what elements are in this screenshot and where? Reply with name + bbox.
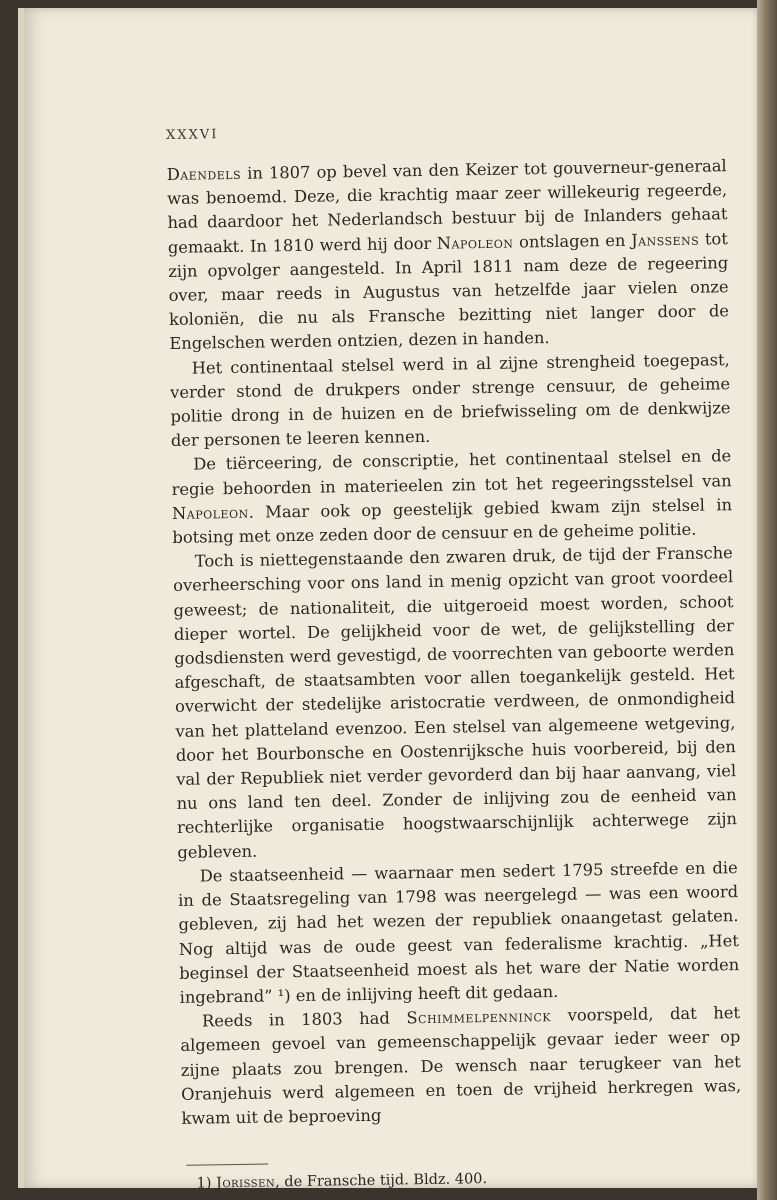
paragraph-2 — [170, 348, 731, 454]
text-run: in 1807 op bevel van den Keizer tot gouverneur-generaal was benoemd. Deze, die krachtig maar zeer willekeurig regeerde, had daardoor het Nederlandsch bestuur bij de Inlanders gehaat gemaakt. In 1810 werd hij door — [166, 156, 728, 257]
page-text — [166, 119, 743, 1194]
text-run: ontslagen en — [513, 230, 632, 252]
body-text — [167, 154, 742, 1131]
text-run: De staatseenheid — waarnaar men sedert 1795 streefde en die in de Staatsregeling van 1798 was neergelegd — was een woord gebleven, zij had het wezen der republiek onaangetast gelaten. Nog altijd was de oude geest van federalisme krachtig. „Het beginsel der Staatseenheid moest als het ware der Natie worden ingebrand” ¹) en de inlijving heeft dit gedaan. — [177, 858, 740, 1007]
paragraph-5 — [178, 856, 740, 1010]
text-run: Reeds in 1803 had — [201, 1008, 407, 1031]
text-run: De tiërceering, de conscriptie, het continentaal stelsel en de regie behoorden in materieelen zin tot het regeeringsstelsel van — [171, 446, 732, 499]
paragraph-6 — [180, 1001, 742, 1131]
book-spine — [757, 0, 777, 1200]
name-small-caps: Daendels — [166, 163, 242, 184]
footnote-author: Jorissen — [215, 1174, 276, 1192]
page-number: XXXVI — [166, 127, 219, 143]
name-small-caps: Schimmelpenninck — [406, 1006, 552, 1028]
paragraph-4 — [173, 541, 738, 864]
name-small-caps: Napoleon — [436, 232, 514, 253]
footnote-rule — [186, 1164, 268, 1166]
name-small-caps: Janssens — [630, 229, 700, 250]
paragraph-1 — [167, 154, 730, 356]
paragraph-3 — [171, 445, 732, 551]
text-run: voorspeld, dat het algemeen gevoel van gemeenschappelijk gevaar ieder weer op zijne plaats zou brengen. De wensch naar terugkeer van het Oranjehuis werd algemeen en toen de vrijheid herkregen was, kwam uit de beproeving — [180, 1003, 742, 1128]
footnote-reference: , de Fransche tijd. Bldz. 400. — [275, 1171, 488, 1191]
text-run: Toch is niettegenstaande den zwaren druk, de tijd der Fransche overheersching voor ons land in menig opzicht van groot voordeel geweest; de nationaliteit, die uitgeroeid moest worden, schoot dieper wortel. De gelijkheid voor de wet, de gelijkstelling der godsdiensten werd gevestigd, de voorrechten van geboorte werden afgeschaft, de staatsambten voor allen toegankelijk gesteld. Het overwicht der stedelijke aristocratie verdween, de onmondigheid van het platteland evenzoo. Een stelsel van algemeene wetgeving, door het Bourbonsche en Oostenrijksche huis voorbereid, bij den val der Republiek niet verder gevorderd dan bij haar aanvang, viel nu ons land ten deel. Zonder de inlijving zou de eenheid van rechterlijke organisatie hoogstwaarschijnlijk achterwege zijn gebleven. — [173, 543, 738, 862]
text-run: . Maar ook op geestelijk gebied kwam zijn stelsel in botsing met onze zeden door de censuur en de geheime politie. — [172, 495, 733, 547]
text-run: Het continentaal stelsel werd in al zijne strengheid toegepast, verder stond de drukpers onder strenge censuur, de geheime politie drong in de huizen en de briefwisseling om de denkwijze der personen te leeren kennen. — [170, 349, 731, 451]
footnote-marker: 1) — [196, 1175, 212, 1192]
text-run: tot zijn opvolger aangesteld. In April 1811 nam deze de regeering over, maar reeds in Augustus van hetzelfde jaar vielen onze koloniën, die nu als Fransche bezitting niet langer door de Engelschen werden ontzien, dezen in handen. — [168, 228, 730, 354]
name-small-caps: Napoleon — [171, 502, 249, 523]
